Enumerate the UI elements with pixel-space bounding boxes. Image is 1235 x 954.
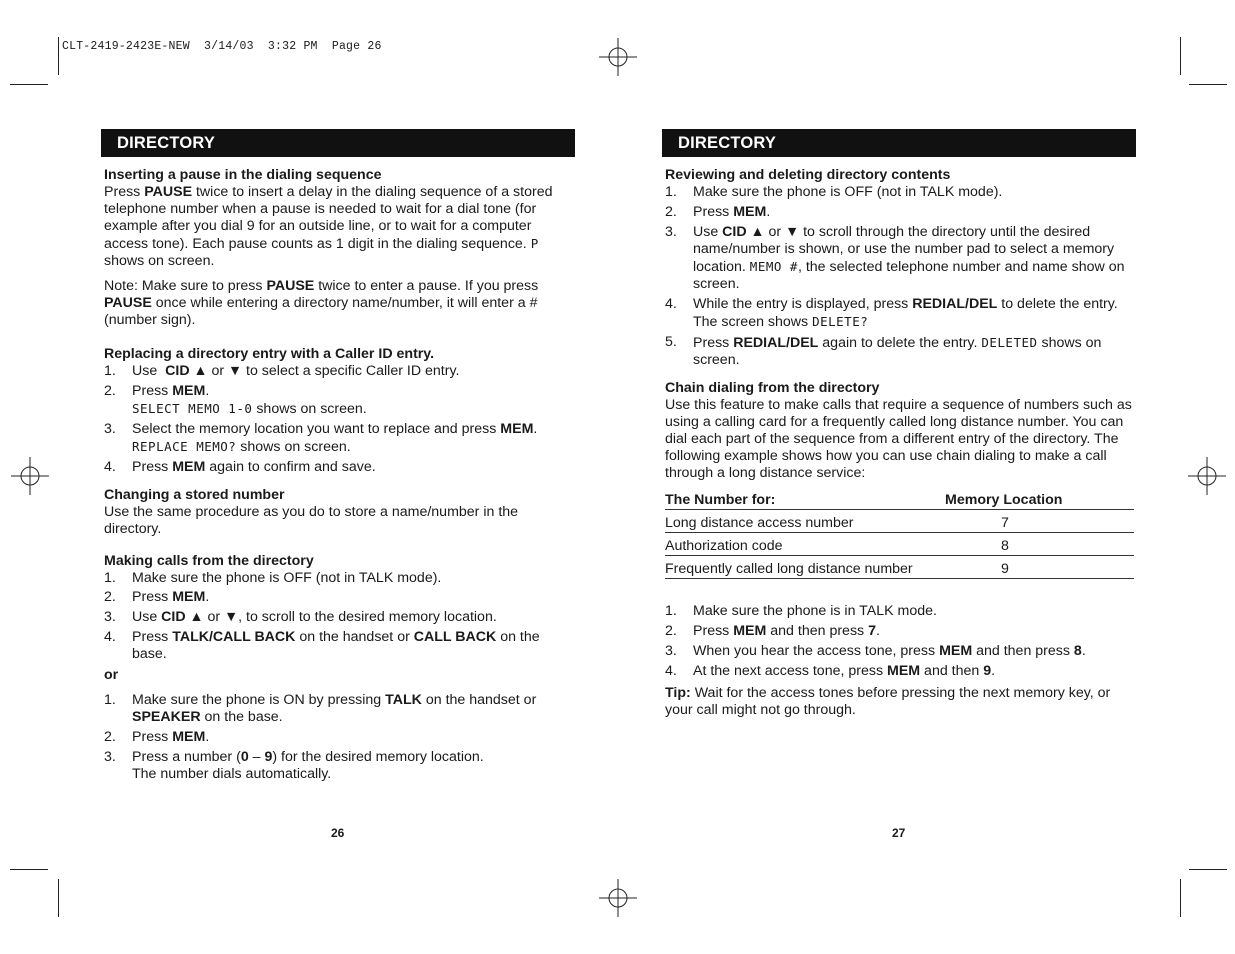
crop-mark: [10, 84, 48, 85]
registration-mark-icon: [599, 38, 637, 76]
table-cell: 8: [945, 533, 1134, 556]
list-item: 2. Press MEM and then press 7.: [665, 623, 880, 639]
calls-alt-steps: [104, 692, 571, 783]
table-cell: 9: [945, 556, 1134, 579]
list-item: 4. While the entry is displayed, press REDIAL/DEL to delete the entry. The screen shows DELETE?: [665, 296, 1118, 330]
list-item: 3. When you hear the access tone, press MEM and then press 8.: [665, 643, 1086, 659]
list-item: 1. Make sure the phone is OFF (not in TALK mode).: [104, 570, 442, 586]
pause-paragraph: Press PAUSE twice to insert a delay in the dialing sequence of a stored telephone number when a pause is needed to wait for a dial tone (for example after you dial 9 for an outside line, or to wait for a computer access tone). Each pause counts as 1 digit in the dialing sequence. P shows on screen.: [104, 184, 553, 269]
list-item: 3. Use CID ▲ or ▼, to scroll to the desired memory location.: [104, 609, 497, 625]
table-row: [665, 533, 1134, 556]
crop-mark: [10, 869, 48, 870]
page-number: 26: [331, 826, 345, 840]
crop-mark: [1189, 84, 1227, 85]
table-cell: 7: [945, 510, 1134, 533]
pause-note: Note: Make sure to press PAUSE twice to enter a pause. If you press PAUSE once while entering a directory name/number, it will enter a # (number sign).: [104, 278, 539, 328]
registration-mark-icon: [1188, 457, 1226, 495]
changing-number-text: Use the same procedure as you do to store a name/number in the directory.: [104, 504, 519, 537]
list-item: 3. Select the memory location you want to replace and press MEM. REPLACE MEMO? shows on screen.: [104, 421, 538, 455]
heading-changing-number: Changing a stored number: [104, 487, 285, 503]
table-cell: Frequently called long distance number: [665, 556, 945, 579]
table-header: Memory Location: [945, 488, 1134, 510]
table-cell: Long distance access number: [665, 510, 945, 533]
section-header: DIRECTORY: [662, 129, 1136, 157]
list-item: 2. Press MEM.: [104, 729, 210, 745]
crop-mark: [1180, 879, 1181, 917]
list-item: 2. Press MEM.: [665, 204, 771, 220]
calls-steps: [104, 570, 571, 663]
right-page: [662, 129, 1136, 719]
table-header-row: [665, 488, 1134, 510]
crop-mark: [58, 37, 59, 75]
list-item: 3. Press a number (0 – 9) for the desired memory location. The number dials automatically.: [104, 749, 484, 782]
table-header: The Number for:: [665, 488, 945, 510]
list-item: 2. Press MEM. SELECT MEMO 1-0 shows on screen.: [104, 383, 367, 417]
table-row: [665, 556, 1134, 579]
table-row: [665, 510, 1134, 533]
registration-mark-icon: [11, 457, 49, 495]
heading-reviewing-deleting: Reviewing and deleting directory contents: [665, 167, 951, 183]
list-item: 1. Make sure the phone is OFF (not in TALK mode).: [665, 184, 1003, 200]
list-item: 1. Make sure the phone is in TALK mode.: [665, 603, 937, 619]
heading-replacing-entry: Replacing a directory entry with a Caller ID entry.: [104, 346, 435, 362]
tip-text: Tip: Wait for the access tones before pressing the next memory key, or your call might not go through.: [665, 685, 1111, 718]
list-item: 4. At the next access tone, press MEM and then 9.: [665, 663, 996, 679]
list-item: 1. Make sure the phone is ON by pressing TALK on the handset or SPEAKER on the base.: [104, 692, 537, 725]
section-header: DIRECTORY: [101, 129, 575, 157]
chain-dialing-text: Use this feature to make calls that require a sequence of numbers such as using a calling card for a frequently called long distance number. You can dial each part of the sequence from a different entry of the directory. The following example shows how you can use chain dialing to make a call through a long distance service:: [665, 397, 1132, 481]
memory-location-table: [665, 488, 1134, 579]
crop-mark: [1180, 37, 1181, 75]
list-item: 2. Press MEM.: [104, 589, 210, 605]
heading-inserting-pause: Inserting a pause in the dialing sequence: [104, 167, 382, 183]
list-item: 5. Press REDIAL/DEL again to delete the entry. DELETED shows on screen.: [665, 334, 1102, 368]
list-item: 4. Press TALK/CALL BACK on the handset or CALL BACK on the base.: [104, 629, 540, 662]
review-steps: [665, 184, 1132, 369]
left-page: [101, 129, 575, 783]
printer-slug: CLT-2419-2423E-NEW 3/14/03 3:32 PM Page 26: [62, 40, 382, 53]
table-cell: Authorization code: [665, 533, 945, 556]
heading-chain-dialing: Chain dialing from the directory: [665, 380, 880, 396]
heading-making-calls: Making calls from the directory: [104, 553, 314, 569]
list-item: 1. Use CID ▲ or ▼ to select a specific Caller ID entry.: [104, 363, 460, 379]
page-number: 27: [892, 826, 906, 840]
crop-mark: [58, 879, 59, 917]
list-item: 3. Use CID ▲ or ▼ to scroll through the directory until the desired name/number is shown, or use the number pad to select a memory location. MEMO #, the selected telephone number and name show on screen.: [665, 224, 1125, 292]
list-item: 4. Press MEM again to confirm and save.: [104, 459, 376, 475]
replace-steps: [104, 363, 571, 476]
crop-mark: [1189, 869, 1227, 870]
chain-steps: [665, 603, 1132, 680]
or-label: or: [104, 667, 119, 683]
registration-mark-icon: [599, 879, 637, 917]
